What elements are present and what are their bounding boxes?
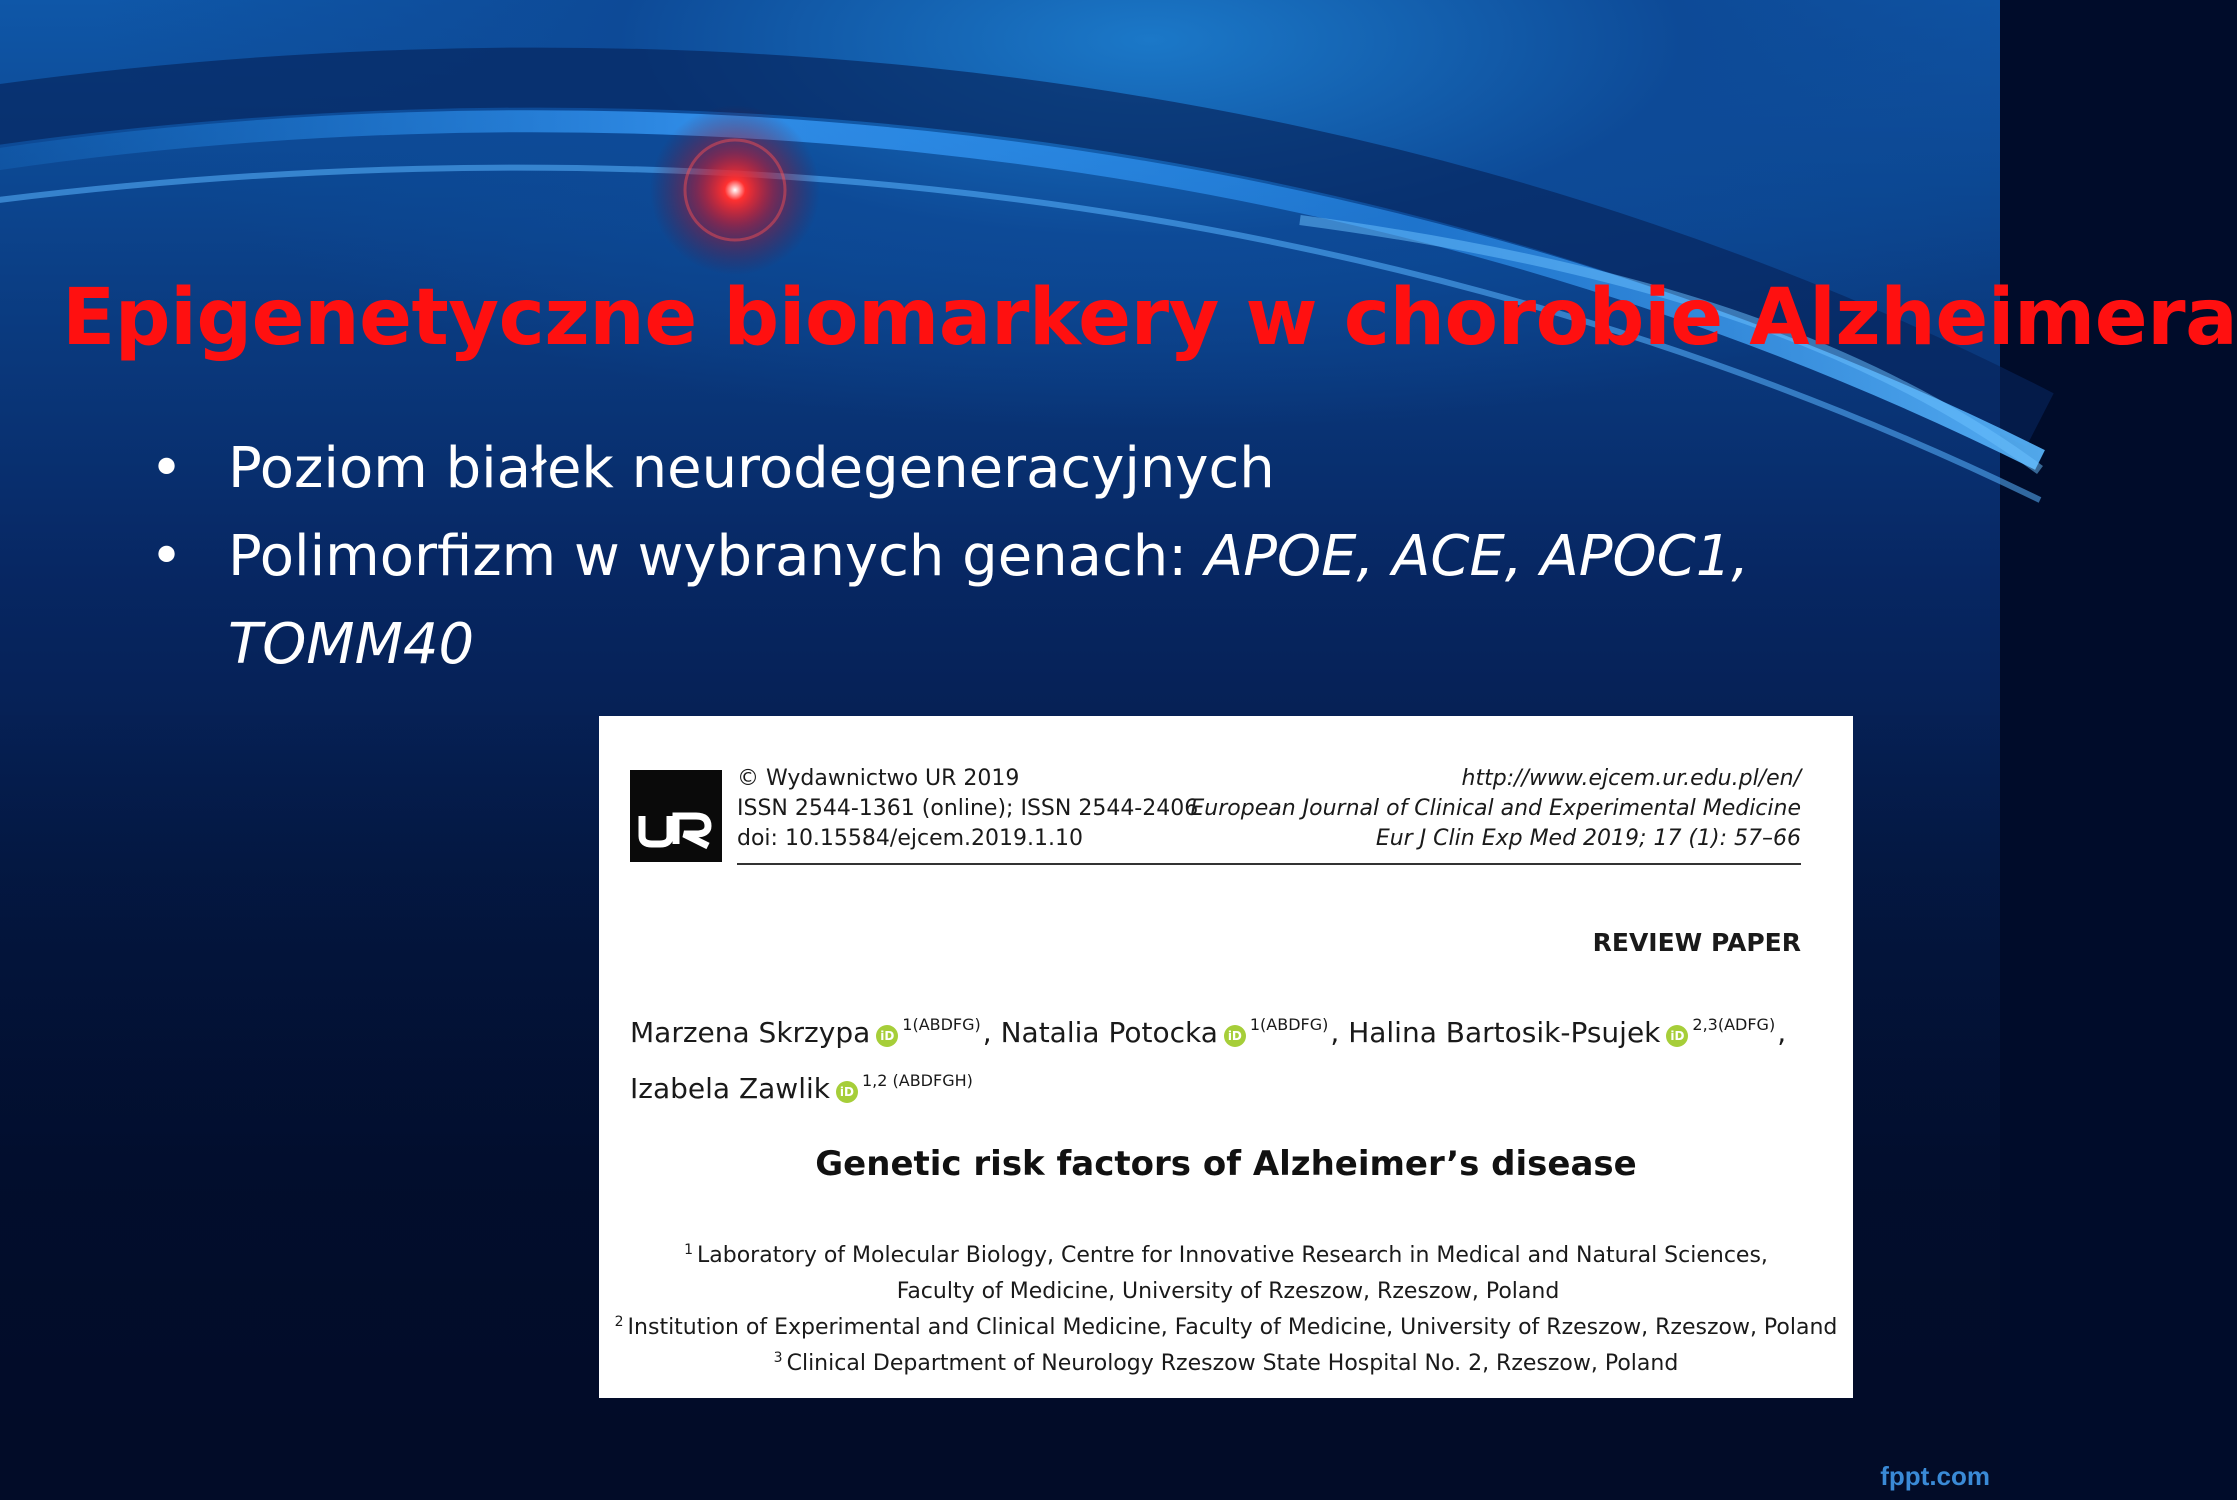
author-separator: , [1330,1016,1340,1049]
ur-logo-icon [638,810,714,850]
section-label: REVIEW PAPER [1592,928,1801,957]
author-name: Halina Bartosik-Psujek [1348,1016,1661,1049]
affiliation-line [599,1307,1853,1343]
header-divider [737,863,1801,865]
author-affiliation: 2,3(ADFG) [1692,1015,1776,1034]
publication-info [737,764,1198,854]
bullet-dot: • [150,436,184,501]
affiliation-line [599,1235,1853,1271]
author-separator: , [982,1016,992,1049]
watermark: fppt.com [1880,1461,1990,1491]
copyright-line: © Wydawnictwo UR 2019 [737,766,1020,791]
gene-names: APOE, ACE, APOC1, TOMM40 [228,524,1750,677]
paper-excerpt [599,716,1853,1398]
author-name: Izabela Zawlik [630,1072,830,1105]
journal-name: European Journal of Clinical and Experimental Medicine [1190,796,1801,821]
orcid-icon: iD [876,1025,898,1047]
affiliation-text: Faculty of Medicine, University of Rzeszow, Rzeszow, Poland [896,1279,1560,1304]
journal-logo [630,770,722,862]
affiliation-text: Clinical Department of Neurology Rzeszow State Hospital No. 2, Rzeszow, Poland [786,1351,1679,1376]
paper-title: Genetic risk factors of Alzheimer’s disease [815,1144,1637,1184]
bullet-text: Poziom białek neurodegeneracyjnych [228,436,1275,501]
affiliation-number: 1 [684,1242,693,1258]
journal-url: http://www.ejcem.ur.edu.pl/en/ [1461,766,1801,791]
journal-info [1190,764,1801,854]
journal-citation: Eur J Clin Exp Med 2019; 17 (1): 57–66 [1375,826,1801,851]
affiliation-text: Laboratory of Molecular Biology, Centre for Innovative Research in Medical and Natural Sciences, [697,1243,1768,1268]
issn-line: ISSN 2544-1361 (online); ISSN 2544-2406 [737,796,1199,821]
affiliation-line [599,1343,1853,1379]
affiliation-number: 2 [614,1314,624,1330]
bullet-list [150,425,1750,689]
author-affiliation: 1(ABDFG) [902,1015,981,1034]
doi-line: doi: 10.15584/ejcem.2019.1.10 [737,826,1083,851]
bullet-dot: • [150,524,184,589]
author-name: Marzena Skrzypa [630,1016,871,1049]
orcid-icon: iD [836,1081,858,1103]
author-separator: , [1777,1016,1787,1049]
author-affiliation: 1,2 (ABDFGH) [861,1071,973,1090]
affiliation-text: Institution of Experimental and Clinical Medicine, Faculty of Medicine, University of Rzeszow, Rzeszow, Poland [627,1315,1838,1340]
orcid-icon: iD [1666,1025,1688,1047]
affiliation-list [599,1235,1853,1379]
author-name: Natalia Potocka [1000,1016,1218,1049]
author-affiliation: 1(ABDFG) [1249,1015,1329,1034]
affiliation-line [599,1271,1853,1307]
bullet-text: Polimorfizm w wybranych genach: [228,524,1205,589]
author-list [630,1001,1810,1113]
orcid-icon: iD [1224,1025,1246,1047]
slide-title: Epigenetyczne biomarkery w chorobie Alzheimera [62,273,2237,363]
bullet-item [150,513,1750,689]
red-glow [650,105,820,275]
affiliation-number: 3 [773,1350,783,1366]
bullet-item [150,425,1750,513]
